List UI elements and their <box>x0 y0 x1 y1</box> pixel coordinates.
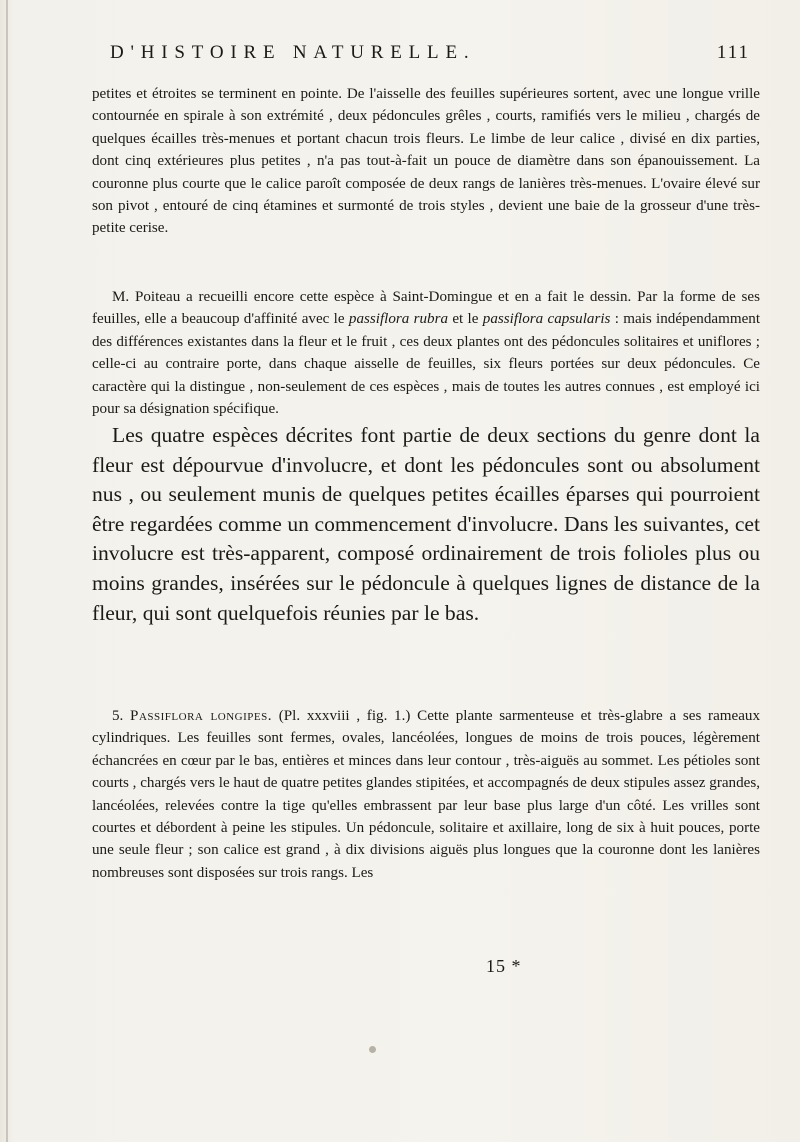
species-number: 5. <box>112 708 124 724</box>
paragraph-poiteau <box>92 286 760 420</box>
species-name-italic: passiflora rubra <box>348 311 449 328</box>
paragraph-text: Cette plante sarmenteuse et très-glabre a ses rameaux cylindriques. Les feuilles sont fermes, ovales, lancéolées, longues de moins de trois pouces, légèrement échancrées en cœur par le bas, entières et minces dans leur contour , très-aiguës au sommet. Les pétioles sont courts , chargés vers le haut de quatre petites glandes stipitées, et accompagnés de deux stipules assez grandes, lancéolées, relevées contre la tige qu'elles embrassent par leur base plus large d'un côté. Les vrilles sont courtes et débordent à peine les stipules. Un pédoncule, solitaire et axillaire, long de six à huit pouces, porte une seule fleur ; son calice est grand , à dix divisions aiguës plus longues que la couronne dont les lanières nombreuses sont disposées sur trois rangs. Les <box>92 708 760 881</box>
binding-gutter <box>6 0 8 1142</box>
signature-mark: 15 * <box>486 956 522 976</box>
running-title: D'HISTOIRE NATURELLE. <box>110 42 476 63</box>
running-head <box>110 42 750 70</box>
paragraph-text: : mais indépendamment des différences existantes dans la fleur et le fruit , ces deux plantes ont des pédoncules solitaires et uniflores ; celle-ci au contraire porte, dans chaque aisselle de feuilles, six fleurs portées sur deux pédoncules. Ce caractère qui la distingue , non-seulement de ces espèces , mais de toutes les autres connues , est employé ici pour sa désignation spécifique. <box>92 311 761 418</box>
paragraph-description-continued: petites et étroites se terminent en pointe. De l'aisselle des feuilles supérieures sortent, avec une longue vrille contournée en spirale à son extrémité , deux pédoncules grêles , courts, ramifiés vers le milieu , chargés de quelques écailles très-menues et portant chacun trois fleurs. Le limbe de leur calice , divisé en dix parties, dont cinq extérieures plus petites , n'a pas tout-à-fait un pouce de diamètre dans son épanouissement. La couronne plus courte que le calice paroît composée de deux rangs de lanières très-menues. L'ovaire élevé sur son pivot , entouré de cinq étamines et surmonté de trois styles , devient une baie de la grosseur d'une très-petite cerise. <box>92 86 760 237</box>
page-number: 111 <box>716 42 750 63</box>
paragraph-text: et le <box>448 311 483 328</box>
paragraph-sections-large: Les quatre espèces décrites font partie de deux sections du genre dont la fleur est dépourvue d'involucre, et dont les pédoncules sont ou absolument nus , ou seulement munis de quelques petites écailles éparses qui pourroient être regardées comme un commencement d'involucre. Dans les suivantes, cet involucre est très-apparent, composé ordinairement de trois folioles plus ou moins grandes, insérées sur le pédoncule à quelques lignes de distance de la fleur, qui sont quelquefois réunies par le bas. <box>92 423 760 625</box>
plate-reference: (Pl. xxxviii , fig. 1.) <box>278 708 411 724</box>
paragraph-passiflora-longipes <box>92 705 760 884</box>
species-name-italic: passiflora capsularis <box>482 311 611 328</box>
paragraph-text: M. Poiteau a recueilli encore cette espèce à Saint-Domingue et en a fait le dessin. Par la forme de ses feuilles, elle a beaucoup d'affinité avec le <box>92 289 760 328</box>
ink-smudge <box>369 1046 376 1053</box>
species-heading: Passiflora longipes. <box>130 708 273 724</box>
